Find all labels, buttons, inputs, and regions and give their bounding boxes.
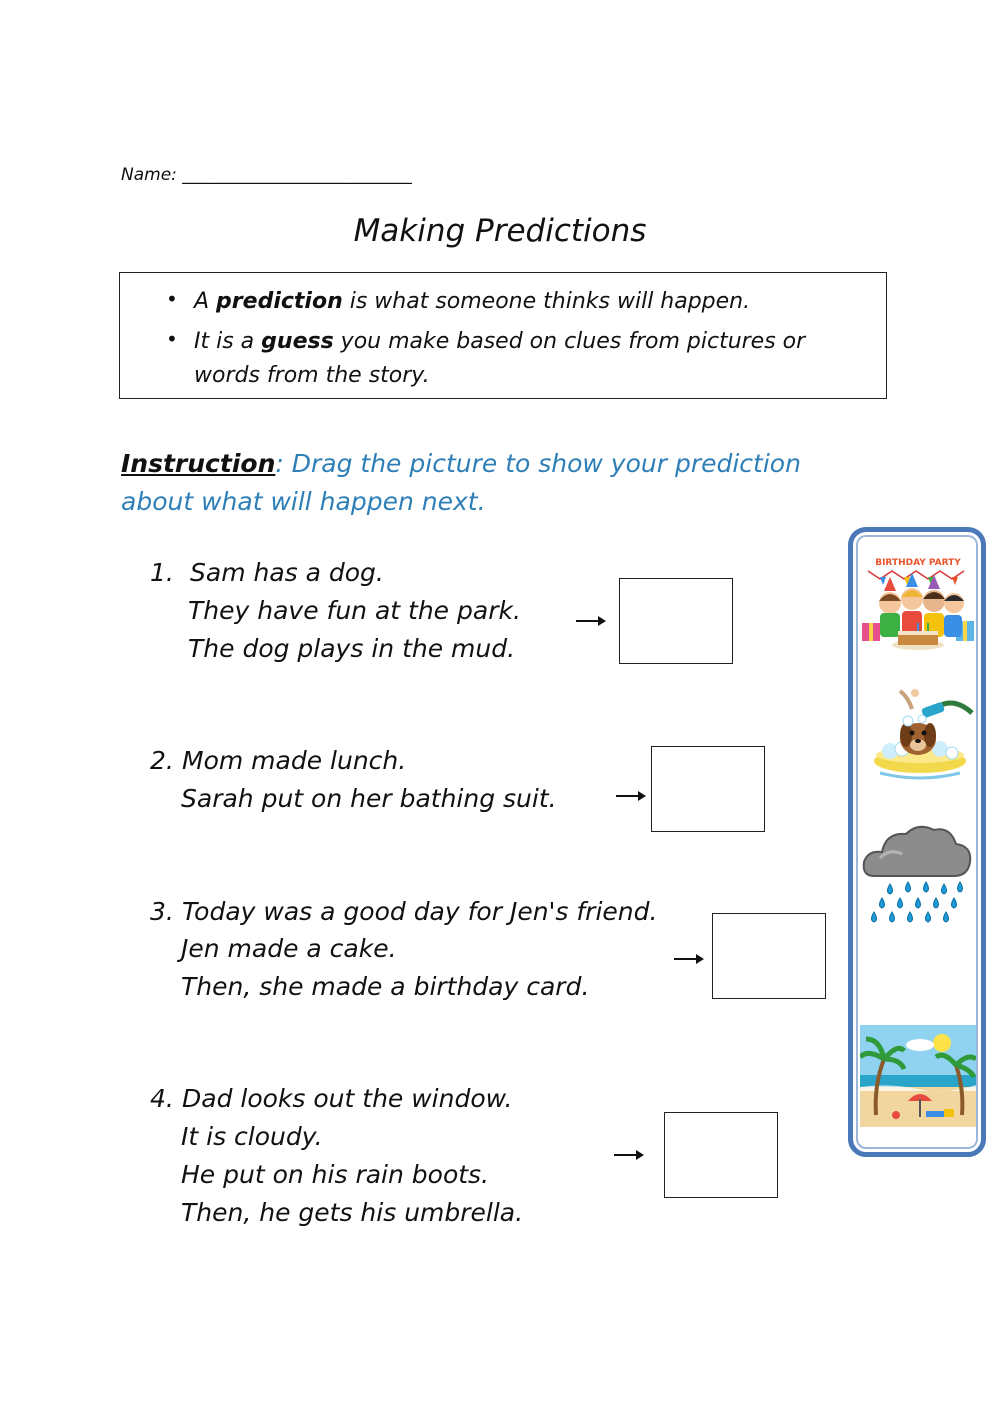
name-field-label: Name: ___________________________	[121, 165, 412, 185]
definition-text: A	[194, 289, 217, 314]
question-1-line: Sam has a dog.	[190, 558, 384, 587]
question-4-line: Then, he gets his umbrella.	[181, 1198, 524, 1227]
question-4-number: 4.	[150, 1084, 174, 1113]
definition-text: you make based on clues from pictures or words from the story.	[194, 329, 806, 388]
question-3-number: 3.	[150, 897, 174, 926]
question-4-line: It is cloudy.	[181, 1122, 323, 1151]
arrow-icon	[614, 1154, 642, 1156]
party-banner-text: BIRTHDAY PARTY	[875, 558, 961, 568]
definition-box	[119, 272, 887, 399]
birthday-party-picture[interactable]	[860, 553, 976, 658]
definition-prediction	[194, 285, 874, 319]
question-3-line: Jen made a cake.	[181, 934, 397, 963]
bullet-icon: •	[166, 327, 178, 351]
question-2-line: Sarah put on her bathing suit.	[181, 784, 557, 813]
definition-text: It is a	[194, 329, 262, 354]
question-2-number: 2.	[150, 746, 174, 775]
birthday-party-icon	[860, 553, 976, 658]
beach-picture[interactable]	[860, 1025, 976, 1127]
arrow-icon	[616, 795, 644, 797]
question-2-line: Mom made lunch.	[182, 746, 407, 775]
bullet-icon: •	[166, 287, 178, 311]
question-3-line: Then, she made a birthday card.	[181, 972, 590, 1001]
instruction-label: Instruction	[121, 449, 276, 478]
beach-icon	[860, 1025, 976, 1127]
rain-cloud-picture[interactable]	[860, 818, 976, 930]
definition-term: guess	[261, 329, 334, 354]
instruction	[121, 445, 861, 521]
question-3-line: Today was a good day for Jen's friend.	[182, 897, 658, 926]
drop-zone-4[interactable]	[664, 1112, 778, 1198]
question-1-line: The dog plays in the mud.	[188, 634, 516, 663]
rain-cloud-icon	[860, 818, 976, 930]
question-1-number: 1.	[150, 558, 174, 587]
dog-bath-icon	[860, 683, 976, 788]
dog-bath-picture[interactable]	[860, 683, 976, 788]
definition-text: is what someone thinks will happen.	[342, 289, 751, 314]
page-title: Making Predictions	[353, 213, 647, 249]
instruction-text: : Drag the picture to show your prediction about what will happen next.	[121, 449, 801, 516]
question-1-line: They have fun at the park.	[188, 596, 521, 625]
drop-zone-1[interactable]	[619, 578, 733, 664]
drop-zone-2[interactable]	[651, 746, 765, 832]
arrow-icon	[674, 958, 702, 960]
question-4-line: Dad looks out the window.	[182, 1084, 513, 1113]
drop-zone-3[interactable]	[712, 913, 826, 999]
question-4-line: He put on his rain boots.	[181, 1160, 490, 1189]
definition-term: prediction	[216, 289, 343, 314]
definition-guess	[194, 325, 874, 393]
arrow-icon	[576, 620, 604, 622]
